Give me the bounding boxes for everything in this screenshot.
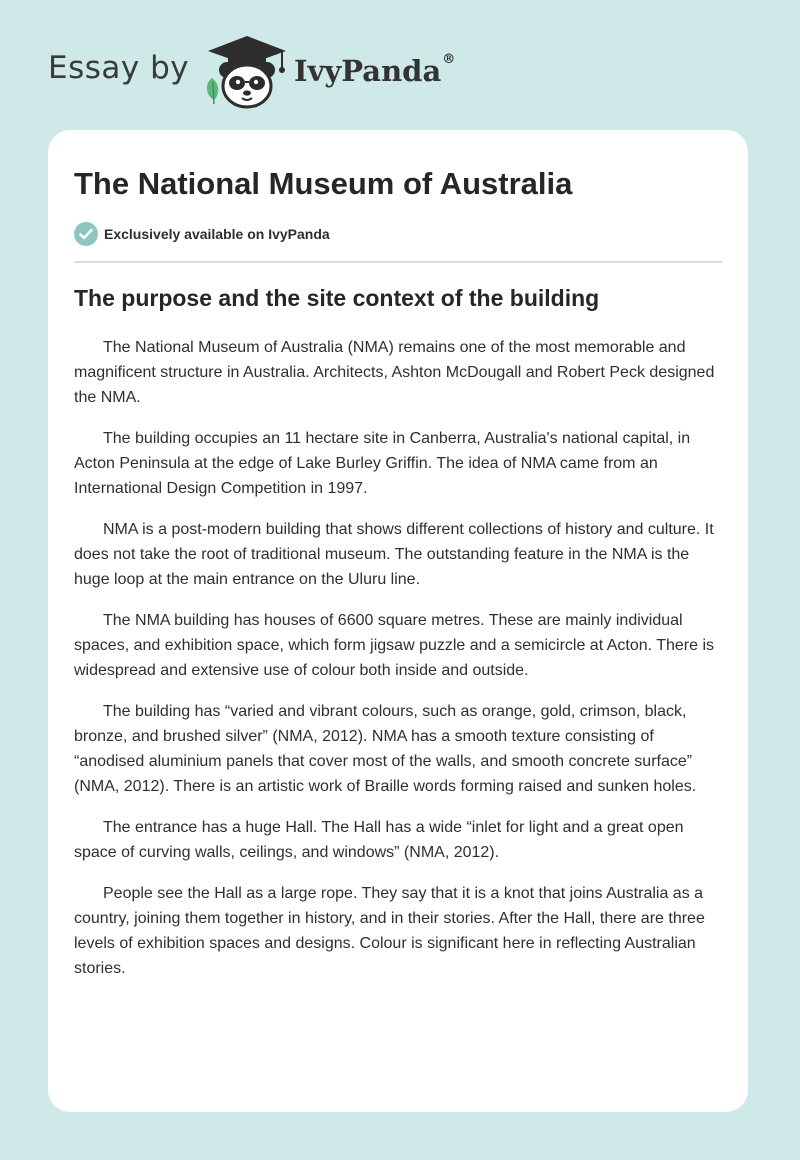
- panda-graduate-icon[interactable]: [202, 34, 292, 110]
- paragraph: The building has “varied and vibrant colours, such as orange, gold, crimson, black, bronze, and brushed silver” (NMA, 2012). NMA has a smooth texture consisting of “anodised aluminium panels that cover most of the walls, and smooth concrete surface” (NMA, 2012). There is an artistic work of Braille words forming raised and sunken holes.: [74, 703, 697, 795]
- registered-mark: ®: [442, 52, 456, 67]
- exclusive-label: Exclusively available on IvyPanda: [104, 226, 330, 242]
- brand-logo[interactable]: [294, 54, 455, 88]
- paragraph: People see the Hall as a large rope. They say that it is a knot that joins Australia as a country, joining them together in history, and in their stories. After the Hall, there are three levels of exhibition spaces and designs. Colour is significant here in reflecting Australian stories.: [74, 885, 705, 977]
- exclusive-badge: [74, 221, 330, 247]
- brand-name: IvyPanda: [294, 54, 442, 88]
- site-header: [0, 0, 800, 120]
- essay-by-label: Essay by: [48, 50, 190, 86]
- essay-card: [48, 130, 748, 1112]
- check-icon: [74, 222, 98, 246]
- paragraph: The building occupies an 11 hectare site in Canberra, Australia's national capital, in Acton Peninsula at the edge of Lake Burley Griffin. The idea of NMA came from an International Design Competition in 1997.: [74, 430, 691, 497]
- paragraph: The National Museum of Australia (NMA) remains one of the most memorable and magnificent structure in Australia. Architects, Ashton McDougall and Robert Peck designed the NMA.: [74, 339, 715, 406]
- paragraph: The NMA building has houses of 6600 square metres. These are mainly individual spaces, and exhibition space, which form jigsaw puzzle and a semicircle at Acton. There is widespread and extensive use of colour both inside and outside.: [74, 612, 715, 679]
- paragraph: The entrance has a huge Hall. The Hall has a wide “inlet for light and a great open space of curving walls, ceilings, and windows” (NMA, 2012).: [74, 819, 684, 861]
- divider: [74, 261, 722, 263]
- paragraph: NMA is a post-modern building that shows different collections of history and culture. It does not take the root of traditional museum. The outstanding feature in the NMA is the huge loop at the main entrance on the Uluru line.: [74, 521, 714, 588]
- section-heading: The purpose and the site context of the building: [74, 285, 600, 311]
- essay-body: [74, 335, 724, 997]
- page-title: The National Museum of Australia: [74, 166, 573, 201]
